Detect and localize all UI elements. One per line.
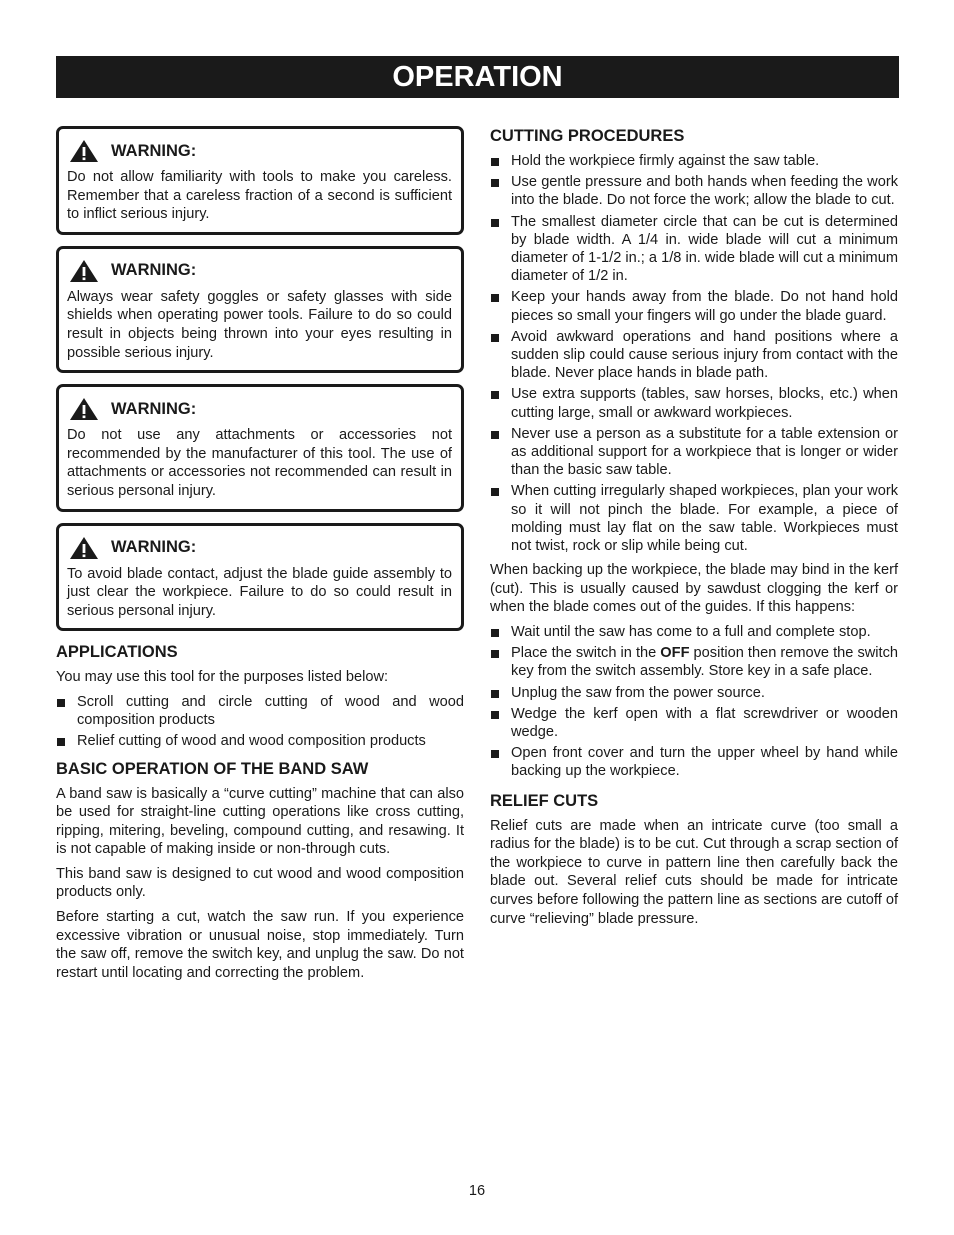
list-item	[56, 732, 464, 750]
list-item-text: Open front cover and turn the upper wheel by hand while backing up the workpiece.	[511, 745, 898, 780]
list-item-text-before: Place the switch in the	[511, 645, 661, 662]
basic-operation-paragraph-1: A band saw is basically a “curve cutting” machine that can also be used for straight-line cutting operations like cross cutting, ripping, mitering, beveling, compound cutting, and resawing. It is not capable of making inside or non-through cuts.	[56, 785, 464, 858]
list-item	[490, 213, 898, 286]
list-item	[490, 425, 898, 480]
list-item	[490, 705, 898, 741]
list-item-text: Hold the workpiece firmly against the saw table.	[511, 153, 820, 169]
relief-cuts-heading: RELIEF CUTS	[490, 791, 599, 810]
warning-box-3	[56, 384, 464, 511]
bullet-square-icon	[57, 699, 65, 707]
warning-box-1	[56, 126, 464, 235]
cutting-procedures-heading: CUTTING PROCEDURES	[490, 127, 685, 145]
list-item	[490, 385, 898, 421]
bullet-square-icon	[491, 219, 499, 227]
list-item	[490, 684, 898, 702]
applications-intro: You may use this tool for the purposes listed below:	[56, 669, 389, 686]
warning-box-4	[56, 523, 464, 632]
list-item-text: Relief cutting of wood and wood composition products	[77, 733, 426, 750]
warning-text: To avoid blade contact, adjust the blade guide assembly to just clear the workpiece. Failure to do so could result in serious personal injury.	[67, 565, 452, 619]
list-item-text: The smallest diameter circle that can be cut is determined by blade width. A 1/4 in. wide blade will cut a minimum diameter of 1-1/2 in.; a 1/8 in. wide blade will cut a minimum diameter of 1/2 in.	[511, 213, 898, 285]
warning-triangle-icon	[69, 397, 99, 421]
basic-operation-heading: BASIC OPERATION OF THE BAND SAW	[56, 759, 369, 778]
list-item	[490, 328, 898, 383]
bullet-square-icon	[491, 690, 499, 698]
relief-cuts-paragraph: Relief cuts are made when an intricate curve (too small a radius for the blade) is to be cut. Cut through a scrap section of the workpiece to curve in pattern line then carefully back the blade out. Several relief cuts should be made for intricate curves before following the pattern line as sections are cutoff of curve “relieving” blade pressure.	[490, 817, 898, 927]
page-number: 16	[468, 1183, 486, 1199]
bullet-square-icon	[491, 650, 499, 658]
list-item-text: When cutting irregularly shaped workpieces, plan your work so it will not pinch the blade. For example, a piece of molding must lay flat on the saw table. Workpieces must not twist, rock or slip while being cut.	[511, 483, 898, 555]
list-item	[490, 744, 898, 780]
list-item-text: Use gentle pressure and both hands when feeding the work into the blade. Do not force the work; allow the blade to cut.	[511, 174, 898, 209]
bullet-square-icon	[491, 750, 499, 758]
page-title-banner	[56, 56, 899, 98]
warning-label: WARNING:	[111, 538, 197, 557]
bullet-square-icon	[491, 294, 499, 302]
list-item-text: Avoid awkward operations and hand positions where a sudden slip could cause serious injury from contact with the blade. Never place hands in blade path.	[511, 328, 898, 382]
backing-up-paragraph: When backing up the workpiece, the blade may bind in the kerf (cut). This is usually caused by sawdust clogging the kerf or when the blade comes out of the guides. If this happens:	[490, 562, 898, 616]
list-item-text: Wedge the kerf open with a flat screwdriver or wooden wedge.	[511, 705, 898, 741]
list-item	[490, 288, 898, 324]
bullet-square-icon	[491, 711, 499, 719]
basic-operation-paragraph-2: This band saw is designed to cut wood and wood composition products only.	[56, 865, 464, 901]
warning-triangle-icon	[69, 536, 99, 560]
warning-triangle-icon	[69, 259, 99, 283]
warning-text: Always wear safety goggles or safety glasses with side shields when operating power tools. Failure to do so could result in objects being thrown into your eyes resulting in possible serious injury.	[67, 288, 452, 361]
list-item-text: Use extra supports (tables, saw horses, blocks, etc.) when cutting large, small or awkward workpieces.	[511, 386, 898, 421]
bullet-square-icon	[491, 334, 499, 342]
bullet-square-icon	[491, 179, 499, 187]
warning-label: WARNING:	[111, 261, 197, 280]
warning-text: Do not use any attachments or accessories not recommended by the manufacturer of this tool. The use of attachments or accessories not recommended can result in serious personal injury.	[67, 427, 452, 499]
list-item	[490, 623, 898, 641]
list-item-text: Wait until the saw has come to a full and complete stop.	[511, 624, 871, 641]
list-item-text: Never use a person as a substitute for a table extension or as additional support for a workpiece that is longer or wider than the basic saw table.	[511, 425, 898, 479]
warning-header	[67, 395, 452, 423]
page-title: OPERATION	[392, 61, 563, 93]
warning-label: WARNING:	[111, 399, 197, 418]
warning-box-2	[56, 246, 464, 373]
bullet-square-icon	[491, 158, 499, 166]
backing-up-list	[490, 623, 898, 781]
list-item	[490, 644, 898, 680]
warning-triangle-icon	[69, 139, 99, 163]
bullet-square-icon	[491, 629, 499, 637]
warning-label: WARNING:	[111, 141, 197, 160]
warning-header	[67, 534, 452, 562]
applications-list	[56, 693, 464, 751]
list-item	[490, 173, 898, 209]
bullet-square-icon	[491, 488, 499, 496]
list-item-text: Keep your hands away from the blade. Do not hand hold pieces so small your fingers will go under the blade guard.	[511, 289, 898, 324]
bullet-square-icon	[491, 391, 499, 399]
warning-header	[67, 137, 452, 165]
basic-operation-paragraph-3: Before starting a cut, watch the saw run. If you experience excessive vibration or unusual noise, stop immediately. Turn the saw off, remove the switch key, and unplug the saw. Do not restart until locating and correcting the problem.	[56, 909, 464, 981]
left-column	[56, 126, 464, 988]
list-item	[56, 693, 464, 729]
bullet-square-icon	[57, 738, 65, 746]
warning-header	[67, 257, 452, 285]
right-column	[490, 126, 898, 934]
cutting-procedures-list	[490, 152, 898, 555]
list-item-text: Unplug the saw from the power source.	[511, 684, 765, 701]
bullet-square-icon	[491, 431, 499, 439]
list-item-text-after: position then remove the switch key from the switch assembly. Store key in a safe place.	[511, 645, 898, 680]
list-item	[490, 482, 898, 555]
applications-heading: APPLICATIONS	[56, 643, 178, 662]
list-item	[490, 152, 898, 170]
off-emphasis: OFF	[660, 645, 690, 662]
warning-text: Do not allow familiarity with tools to make you careless. Remember that a careless fraction of a second is sufficient to inflict serious injury.	[67, 169, 452, 223]
list-item-text: Scroll cutting and circle cutting of wood and wood composition products	[77, 693, 464, 729]
